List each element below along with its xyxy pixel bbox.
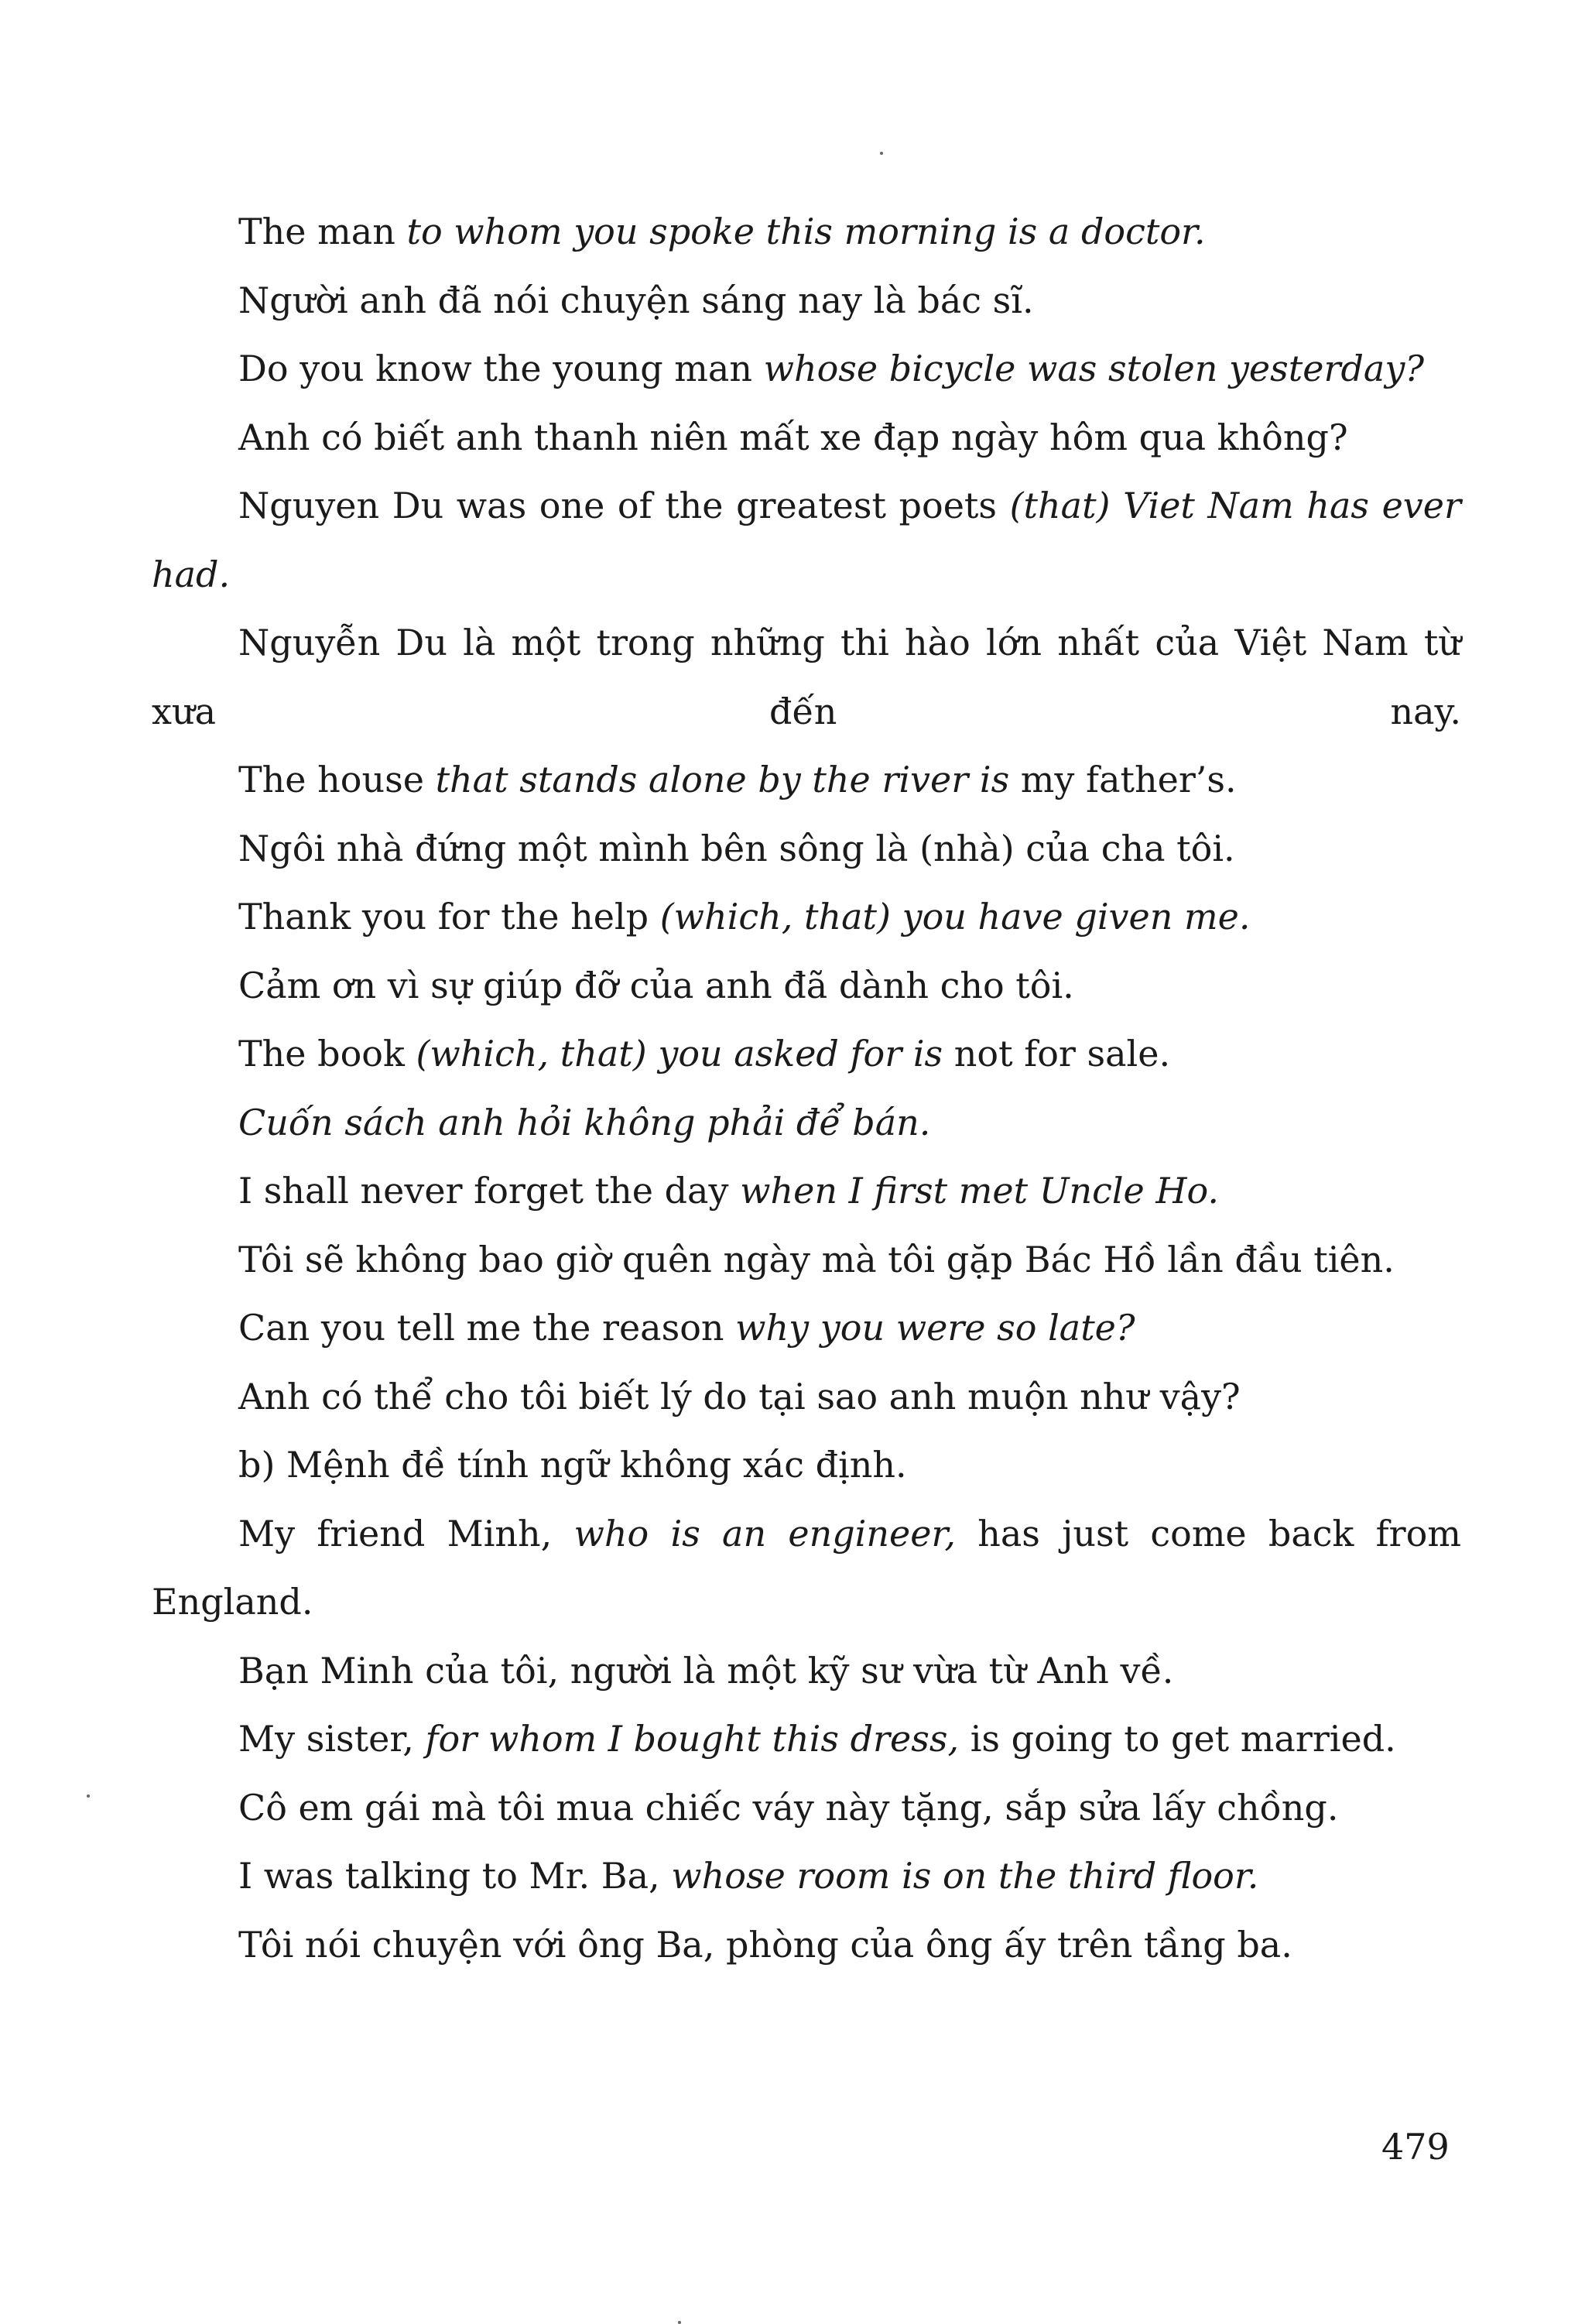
section-heading-b	[152, 1431, 1461, 1500]
regular-text: My sister,	[238, 1718, 426, 1760]
example-that-house-en	[152, 746, 1461, 814]
italic-text: whose room is on the third floor.	[671, 1855, 1259, 1897]
regular-text: Thank you for the help	[238, 896, 660, 937]
example-that-house-vi	[152, 814, 1461, 883]
italic-text: whose bicycle was stolen yesterday?	[763, 348, 1424, 389]
example-whom-vi	[152, 266, 1461, 335]
example-that-poet-en	[152, 471, 1461, 608]
regular-text: Do you know the young man	[238, 348, 764, 389]
example-which-help-vi	[152, 951, 1461, 1020]
regular-text: my father’s.	[1009, 759, 1237, 800]
example-which-book-vi	[152, 1088, 1461, 1157]
regular-text: b) Mệnh đề tính ngữ không xác định.	[238, 1444, 907, 1486]
regular-text: The book	[238, 1033, 416, 1075]
regular-text: My friend Minh,	[238, 1512, 574, 1554]
regular-text: is going to get married.	[959, 1718, 1396, 1760]
scan-speck	[678, 2321, 681, 2324]
italic-text: that stands alone by the river is	[435, 759, 1010, 800]
regular-text: I was talking to Mr. Ba,	[238, 1855, 672, 1897]
regular-text: Cảm ơn vì sự giúp đỡ của anh đã dành cho tôi.	[238, 964, 1074, 1006]
regular-text: not for sale.	[943, 1033, 1171, 1075]
example-when-vi	[152, 1225, 1461, 1294]
italic-text: who is an engineer,	[573, 1512, 956, 1554]
regular-text: Can you tell me the reason	[238, 1307, 736, 1349]
example-nondefining-whose-vi	[152, 1911, 1461, 1980]
example-which-help-en	[152, 883, 1461, 951]
regular-text: Anh có thể cho tôi biết lý do tại sao anh muộn như vậy?	[238, 1375, 1241, 1417]
regular-text: Tôi nói chuyện với ông Ba, phòng của ông ấy trên tầng ba.	[238, 1923, 1292, 1966]
example-nondefining-whom-vi	[152, 1774, 1461, 1842]
example-nondefining-whom-en	[152, 1705, 1461, 1774]
regular-text: Anh có biết anh thanh niên mất xe đạp ngày hôm qua không?	[238, 416, 1348, 458]
body-text	[152, 197, 1461, 1979]
italic-text: Cuốn sách anh hỏi không phải để bán.	[238, 1101, 931, 1143]
italic-text: when I first met Uncle Ho.	[740, 1170, 1220, 1212]
scan-speck	[880, 152, 883, 155]
regular-text: The man	[238, 211, 407, 252]
regular-text: Nguyễn Du là một trong những thi hào lớn nhất của Việt Nam từ xưa đến nay.	[152, 622, 1461, 732]
regular-text: Người anh đã nói chuyện sáng nay là bác sĩ.	[238, 279, 1034, 321]
regular-text: Tôi sẽ không bao giờ quên ngày mà tôi gặp Bác Hồ lần đầu tiên.	[238, 1238, 1395, 1280]
italic-text: to whom you spoke this morning is a doctor.	[406, 211, 1206, 252]
italic-text: for whom I bought this dress,	[425, 1718, 960, 1760]
italic-text: why you were so late?	[735, 1307, 1135, 1349]
example-whose-en	[152, 334, 1461, 403]
example-nondefining-who-en	[152, 1500, 1461, 1637]
page-number: 479	[1381, 2126, 1450, 2168]
example-why-en	[152, 1294, 1461, 1363]
example-whom-en	[152, 197, 1461, 266]
scan-speck	[87, 1794, 90, 1798]
italic-text: (which, that) you have given me.	[659, 896, 1251, 937]
regular-text: Cô em gái mà tôi mua chiếc váy này tặng, sắp sửa lấy chồng.	[238, 1786, 1339, 1829]
italic-text: (that) Viet Nam has ever had.	[152, 485, 1462, 595]
example-which-book-en	[152, 1020, 1461, 1088]
regular-text: I shall never forget the day	[238, 1170, 741, 1212]
regular-text: Nguyen Du was one of the greatest poets	[238, 485, 1010, 526]
regular-text: has just come back from England.	[152, 1512, 1461, 1623]
example-nondefining-who-vi	[152, 1637, 1461, 1705]
italic-text: (which, that) you asked for is	[416, 1033, 943, 1075]
example-whose-vi	[152, 403, 1461, 472]
example-when-en	[152, 1157, 1461, 1225]
example-that-poet-vi	[152, 608, 1461, 746]
example-nondefining-whose-en	[152, 1842, 1461, 1911]
example-why-vi	[152, 1363, 1461, 1431]
regular-text: Ngôi nhà đứng một mình bên sông là (nhà) của cha tôi.	[238, 827, 1235, 869]
regular-text: The house	[238, 759, 436, 800]
regular-text: Bạn Minh của tôi, người là một kỹ sư vừa từ Anh về.	[238, 1649, 1174, 1692]
